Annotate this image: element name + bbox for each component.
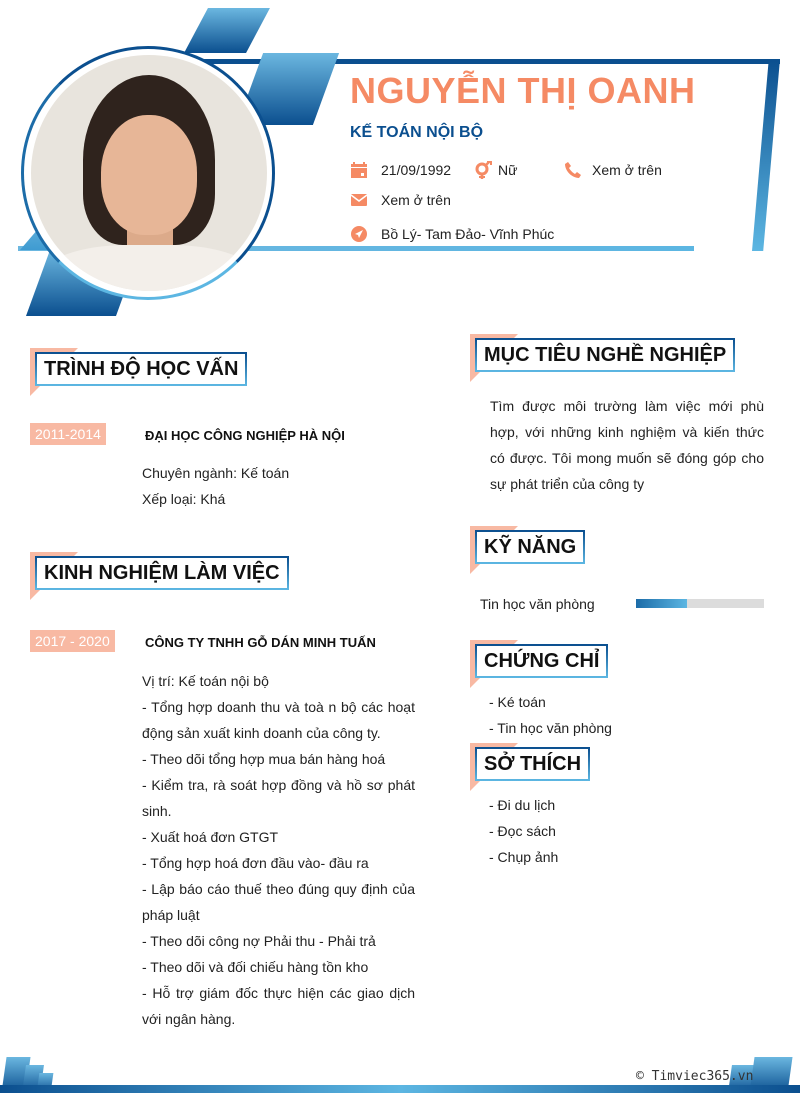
envelope-icon (350, 191, 368, 209)
education-major: Chuyên ngành: Kế toán (142, 465, 290, 481)
section-experience-heading (30, 552, 289, 590)
school-name: ĐẠI HỌC CÔNG NGHIỆP HÀ NỘI (145, 428, 345, 443)
objective-text: Tìm được môi trường làm việc mới phù hợp, với những kinh nghiệm và kiến thức có được. Tôi mong muốn sẽ đóng góp cho sự phát triển của công ty (490, 398, 764, 492)
duty-item: - Hỗ trợ giám đốc thực hiện các giao dịch với ngân hàng. (142, 985, 415, 1027)
duty-item: - Lập báo cáo thuế theo đúng quy định của pháp luật (142, 881, 415, 923)
section-title: KỸ NĂNG (475, 530, 585, 564)
hobby-item: - Đọc sách (489, 823, 556, 839)
skill-name: Tin học văn phòng (480, 596, 595, 612)
header-frame-right (752, 59, 780, 251)
hobby-item: - Đi du lịch (489, 797, 556, 813)
duty-item: - Theo dõi và đối chiếu hàng tồn kho (142, 959, 369, 975)
gender-row (474, 161, 517, 179)
education-grade: Xếp loại: Khá (142, 491, 226, 507)
email-value: Xem ở trên (381, 192, 451, 208)
decor-bar (184, 8, 270, 53)
experience-position: Vị trí: Kế toán nội bộ (142, 673, 269, 689)
duty-item: - Theo dõi tổng hợp mua bán hàng hoá (142, 751, 386, 767)
duty-item: - Kiểm tra, rà soát hợp đồng và hồ sơ phát sinh. (142, 777, 415, 819)
candidate-name: NGUYỄN THỊ OANH (350, 70, 696, 111)
section-title: CHỨNG CHỈ (475, 644, 608, 678)
job-title: KẾ TOÁN NỘI BỘ (350, 124, 484, 141)
education-years: 2011-2014 (30, 423, 106, 445)
section-certificates-heading (470, 640, 608, 678)
birthday-row (350, 161, 451, 179)
experience-years: 2017 - 2020 (30, 630, 115, 652)
section-title: SỞ THÍCH (475, 747, 590, 781)
duty-item: - Theo dõi công nợ Phải thu - Phải trả (142, 933, 376, 949)
gender-icon (474, 161, 492, 179)
email-row (350, 191, 451, 209)
section-title: TRÌNH ĐỘ HỌC VẤN (35, 352, 247, 386)
phone-value: Xem ở trên (592, 162, 662, 178)
phone-icon (564, 161, 582, 179)
skill-level-bar (636, 599, 764, 608)
section-title: KINH NGHIỆM LÀM VIỆC (35, 556, 289, 590)
watermark: © Timviec365.vn (636, 1069, 754, 1084)
section-education-heading (30, 348, 247, 386)
location-arrow-icon (350, 225, 368, 243)
duty-item: - Tổng hợp doanh thu và toà n bộ các hoạt động sản xuất kinh doanh của công ty. (142, 699, 415, 741)
hobby-item: - Chụp ảnh (489, 849, 559, 865)
section-hobbies-heading (470, 743, 590, 781)
phone-row (564, 161, 662, 179)
avatar (31, 55, 267, 291)
duty-item: - Xuất hoá đơn GTGT (142, 829, 279, 845)
address-value: Bồ Lý- Tam Đảo- Vĩnh Phúc (381, 226, 555, 242)
certificate-item: - Tin học văn phòng (489, 720, 612, 736)
company-name: CÔNG TY TNHH GỖ DÁN MINH TUẤN (145, 635, 376, 650)
certificate-item: - Ké toán (489, 694, 546, 710)
footer-line (0, 1085, 800, 1093)
section-skills-heading (470, 526, 585, 564)
duty-item: - Tổng hợp hoá đơn đầu vào- đầu ra (142, 855, 369, 871)
skill-level-fill (636, 599, 687, 608)
birthday-value: 21/09/1992 (381, 162, 452, 178)
calendar-icon (350, 161, 368, 179)
section-objective-heading (470, 334, 735, 372)
section-title: MỤC TIÊU NGHỀ NGHIỆP (475, 338, 735, 372)
gender-value: Nữ (498, 162, 518, 178)
address-row (350, 225, 554, 243)
